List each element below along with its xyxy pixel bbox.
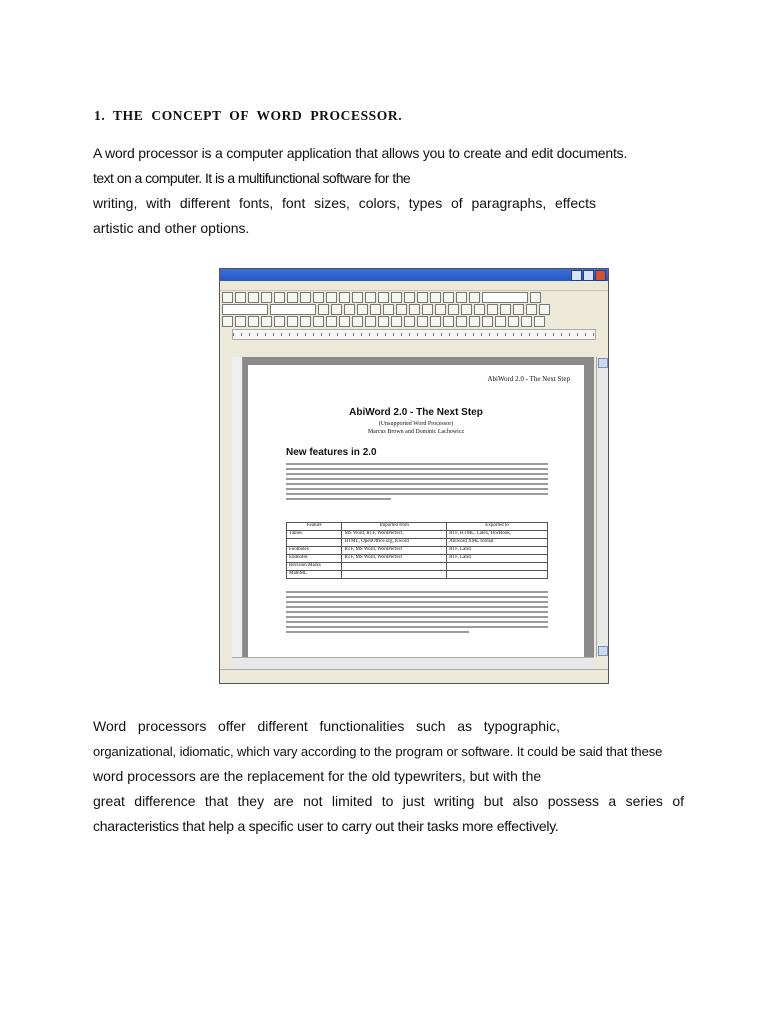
- standard-toolbar: [222, 292, 606, 303]
- table-row: [287, 563, 548, 571]
- table-cell: RTF, HTML, Latex, DocBook,: [447, 531, 548, 539]
- functionality-paragraph: [93, 714, 693, 839]
- page-header: AbiWord 2.0 - The Next Step: [487, 375, 570, 383]
- table-cell: MS Word, RTF, WordPerfect,: [342, 531, 447, 539]
- table-row: [287, 555, 548, 563]
- status-bar: [220, 669, 608, 683]
- body-text-lines: [286, 591, 548, 636]
- table-cell: [342, 571, 447, 579]
- document-authors: Marcus Brown and Dominic Lachowicz: [367, 429, 465, 435]
- intro-paragraph: [93, 141, 653, 241]
- table-row: [287, 531, 548, 539]
- vertical-ruler: [232, 357, 243, 657]
- table-header-cell: Imported from: [342, 523, 447, 531]
- table-cell: RTF, Latex: [447, 547, 548, 555]
- table-cell: Endnotes: [287, 555, 342, 563]
- table-cell: Revision Marks: [287, 563, 342, 571]
- paragraph-line: A word processor is a computer application that allows you to create and edit documents.: [93, 145, 628, 161]
- vertical-scrollbar: [596, 357, 608, 657]
- menu-bar: [220, 281, 608, 291]
- horizontal-scrollbar: [232, 657, 594, 669]
- table-cell: RTF, MS Word, WordPerfect: [342, 547, 447, 555]
- document-title: AbiWord 2.0 - The Next Step: [349, 407, 483, 418]
- horizontal-ruler: [232, 329, 596, 340]
- paragraph-line: text on a computer. It is a multifunctional software for the: [93, 170, 411, 186]
- table-cell: RTF, MS Word, WordPerfect: [342, 555, 447, 563]
- features-table: [286, 522, 548, 579]
- document-area: [232, 357, 594, 657]
- table-cell: Footnotes: [287, 547, 342, 555]
- table-cell: Tables: [287, 531, 342, 539]
- table-cell: [342, 563, 447, 571]
- scroll-down-icon: [598, 646, 608, 656]
- minimize-icon: [571, 270, 582, 281]
- table-row: [287, 571, 548, 579]
- table-cell: [287, 539, 342, 547]
- paragraph-line: organizational, idiomatic, which vary according to the program or software. It could be said that these: [93, 744, 663, 759]
- body-text-lines: [286, 463, 548, 503]
- table-cell: [447, 563, 548, 571]
- paragraph-line: characteristics that help a specific user to carry out their tasks more effectively.: [93, 818, 559, 834]
- maximize-icon: [583, 270, 594, 281]
- table-row: [287, 523, 548, 531]
- scroll-up-icon: [598, 358, 608, 368]
- paragraph-line: Word processors offer different functionalities such as typographic,: [93, 718, 560, 734]
- table-cell: Abiword XML format: [447, 539, 548, 547]
- format-toolbar: [222, 304, 606, 315]
- document-subtitle: (Unsupported Word Processor): [378, 421, 454, 427]
- paragraph-line: artistic and other options.: [93, 220, 250, 236]
- paragraph-line: word processors are the replacement for the old typewriters, but with the: [93, 768, 542, 784]
- table-row: [287, 547, 548, 555]
- document-page: [248, 365, 584, 657]
- table-header-cell: Feature: [287, 523, 342, 531]
- table-cell: HTML, OpenOffice.org, Kword: [342, 539, 447, 547]
- document-section-heading: New features in 2.0: [286, 447, 377, 458]
- table-cell: MathML: [287, 571, 342, 579]
- paragraph-line: great difference that they are not limited to just writing but also possess a series of: [93, 793, 684, 809]
- window-title-bar: [220, 269, 608, 281]
- table-toolbar: [222, 316, 606, 327]
- word-processor-screenshot: [219, 268, 609, 684]
- close-icon: [595, 270, 606, 281]
- table-cell: [447, 571, 548, 579]
- table-header-cell: Exported to: [447, 523, 548, 531]
- paragraph-line: writing, with different fonts, font sizes, colors, types of paragraphs, effects: [93, 195, 596, 211]
- table-row: [287, 539, 548, 547]
- section-heading: 1. THE CONCEPT OF WORD PROCESSOR.: [94, 108, 403, 123]
- table-cell: RTF, Latex: [447, 555, 548, 563]
